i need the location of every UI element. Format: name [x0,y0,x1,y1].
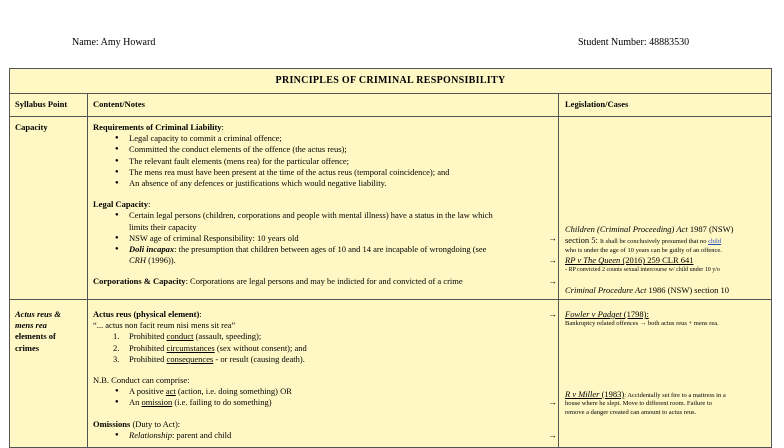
title-divider [10,93,771,94]
table-title: PRINCIPLES OF CRIMINAL RESPONSIBILITY [275,75,506,86]
student-name: Name: Amy Howard [72,37,156,48]
student-number: Student Number: 48883530 [578,37,690,48]
list-item: ● Relationship: parent and child → [93,430,553,441]
column-divider-1 [87,93,88,447]
list-item: ● Certain legal persons (children, corporations and people with mental illness) have a status in the law which limits their capacity [93,210,553,232]
corp-heading: Corporations & Capacity [93,276,186,287]
col-header-syllabus: Syllabus Point [15,99,68,109]
criminal-responsibility-table [9,68,772,448]
header-divider [10,116,771,117]
col-header-legislation: Legislation/Cases [565,99,629,109]
list-item: ● Legal capacity to commit a criminal offence; [93,133,553,144]
omissions-heading: Omissions [93,418,131,429]
actus-reus-heading: Actus reus (physical element) [93,309,200,319]
arrow-icon: → [548,255,557,266]
column-divider-2 [558,93,559,447]
col-header-content: Content/Notes [93,99,145,109]
row-divider [10,299,771,300]
syllabus-actus-reus: Actus reus & mens rea elements of crimes [15,309,61,353]
arrow-icon: → [548,276,557,287]
case-rp: RP v The Queen [565,255,621,266]
syllabus-capacity: Capacity [15,122,48,132]
list-item: ● An absence of any defences or justifications which would negative liability. [93,178,553,189]
act-title: Children (Criminal Proceeding) Act [565,224,688,234]
legislation-capacity: Children (Criminal Proceeding) Act 1987 (NSW) section 5: It shall be conclusively presumed that no child who is under the age of 10 years can be guilty of an offence. RP v The Queen (2016) 259 CLR 641 - RP convicted 2 counts sexual intercourse w/ child under 10 y/o Criminal Procedure Act 1986 (NSW) section 10 [565,224,734,295]
cpa-title: Criminal Procedure Act [565,284,647,295]
arrow-icon: → [548,232,557,243]
list-item: ● An omission (i.e. failing to do something) → [93,397,553,408]
maxim: “... actus non facit reum nisi mens sit rea” [93,320,236,331]
legal-capacity-heading: Legal Capacity [93,199,149,210]
nb-note: N.B. Conduct can comprise: [93,375,190,386]
child-link[interactable]: child [708,238,722,246]
case-miller: R v Miller [565,388,600,399]
list-item: ● NSW age of criminal Responsibility: 10 years old → [93,233,553,244]
list-item: ● Committed the conduct elements of the offence (the actus reus); [93,144,553,155]
req-heading: Requirements of Criminal Liability [93,122,222,132]
list-item: 1. Prohibited conduct (assault, speeding); [113,331,262,342]
list-item: ● A positive act (action, i.e. doing something) OR [93,386,553,397]
content-actus-reus: Actus reus (physical element): → “... actus non facit reum nisi mens sit rea” 1. Prohibited conduct (assault, speeding); 2. Prohibited circumstances (sex without consent); and 3. Prohibited consequences - or result (causing death). N.B. Conduct can comprise: ● A positive act (action, i.e. doing something) OR ● An omission (i.e. failing to do something) → Omissions (Duty to Act): ● Relationship: parent and child → [93,309,553,441]
legislation-actus-reus: Fowler v Padget (1798): Bankruptcy related offences → both actus reus + mens rea. R v Miller (1983): Accidentally set fire to a mattress in a house where he slept. Move to different room. Failure to remove a danger created can amount to actus reus. [565,309,726,416]
list-item: ● The relevant fault elements (mens rea) for the particular offence; [93,156,553,167]
arrow-icon: → [548,309,557,319]
list-item: ● Doli incapax: the presumption that children between ages of 10 and 14 are incapable of wrongdoing (see CRH (1996)). → [93,244,553,266]
list-item: ● The mens rea must have been present at the time of the actus reus (temporal coincidence); and [93,167,553,178]
case-fowler: Fowler v Padget [565,309,622,319]
arrow-icon: → [548,397,557,408]
list-item: 2. Prohibited circumstances (sex without consent); and [113,342,307,353]
arrow-icon: → [548,429,557,440]
content-capacity: Requirements of Criminal Liability: ● Legal capacity to commit a criminal offence; ● Committed the conduct elements of the offence (the actus reus); ● The relevant fault elements (mens rea) for the particular offence; ● The mens rea must have been present at the time of the actus reus (temporal coincidence); and ● An absence of any defences or justifications which would negative liability. Legal Capacity: ● Certain legal persons (children, corporations and people with mental illness) have a status in the law which limits their capacity ● NSW age of criminal Responsibility: 10 years old → ● Doli incapax: the presumption that children between ages of 10 and 14 are incapable of wrongdoing (see CRH (1996)). → Corporations & Capacity: Corporations are legal persons and may be indicted for and convicted of a crime → [93,122,553,288]
list-item: 3. Prohibited consequences - or result (causing death). [113,353,305,364]
